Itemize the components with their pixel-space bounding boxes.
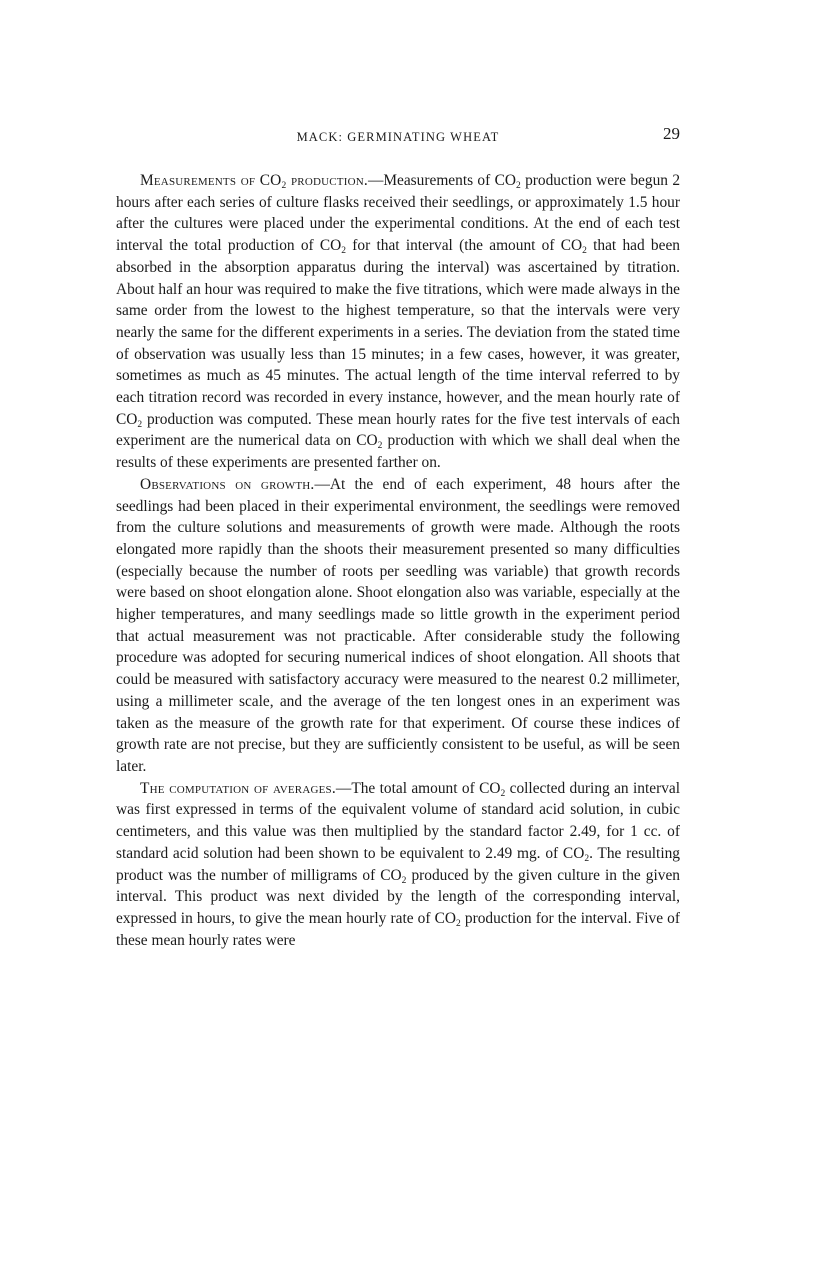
paragraph-body: The total amount of $CO_2$ collected during an interval was first expressed in terms of the equivalent volume of standard acid solution, in cubic centimeters, and this value was then multiplied by the standard factor 2.49, for 1 cc. of standard acid solution had been shown to be equivalent to 2.49 mg. of $CO_2$. The resulting product was the number of milligrams of $CO_2$ produced by the given culture in the given interval. This product was next divided by the length of the corresponding interval, expressed in hours, to give the mean hourly rate of $CO_2$ production for the interval. Five of these mean hourly rates were	[116, 779, 681, 949]
paragraph-growth-observations	[116, 474, 680, 778]
heading-dash: —	[335, 779, 352, 797]
page	[116, 124, 680, 951]
section-heading: Measurements of $CO_2$ production.	[140, 172, 368, 191]
paragraph-body: At the end of each experiment, 48 hours after the seedlings had been placed in their experimental environment, the seedlings were removed from the culture solutions and measurements of growth were made. Although the roots elongated more rapidly than the shoots their measurement presented so many difficulties (especially because the number of roots per seedling was variable) that growth records were based on shoot elongation alone. Shoot elongation also was variable, especially at the higher temperatures, and many seedlings made so little growth in the experiment period that actual measurement was not practicable. After considerable study the following procedure was adopted for securing numerical indices of shoot elongation. All shoots that could be measured with satisfactory accuracy were measured to the nearest 0.2 millimeter, using a millimeter scale, and the average of the ten longest ones in an experiment was taken as the measure of the growth rate for that experiment. Of course these indices of growth rate are not precise, but they are sufficiently consistent to be useful, as will be seen later.	[116, 475, 680, 775]
running-title: MACK: GERMINATING WHEAT	[296, 130, 500, 144]
section-heading: Observations on growth.	[140, 475, 315, 493]
running-head	[116, 124, 680, 150]
page-number: 29	[663, 124, 680, 143]
section-heading: The computation of averages.	[140, 779, 336, 797]
heading-dash: —	[314, 475, 330, 493]
paragraph-co2-measurements	[116, 170, 680, 474]
paragraph-body: Measurements of $CO_2$ production were begun 2 hours after each series of culture flasks received their seedlings, or approximately 1.5 hour after the cultures were placed under the experimental conditions. At the end of each test interval the total production of $CO_2$ for that interval (the amount of $CO_2$ that had been absorbed in the absorption apparatus during the interval) was ascertained by titration. About half an hour was required to make the five titrations, which were made always in the same order from the lowest to the highest temperature, so that the intervals were very nearly the same for the different experiments in a series. The deviation from the stated time of observation was usually less than 15 minutes; in a few cases, however, it was greater, sometimes as much as 45 minutes. The actual length of the time interval referred to by each titration record was recorded in every instance, however, and the mean hourly rate of $CO_2$ production was computed. These mean hourly rates for the five test intervals of each experiment are the numerical data on $CO_2$ production with which we shall deal when the results of these experiments are presented farther on.	[116, 172, 681, 472]
heading-dash: —	[367, 172, 384, 189]
paragraph-computation-of-averages	[116, 778, 680, 952]
